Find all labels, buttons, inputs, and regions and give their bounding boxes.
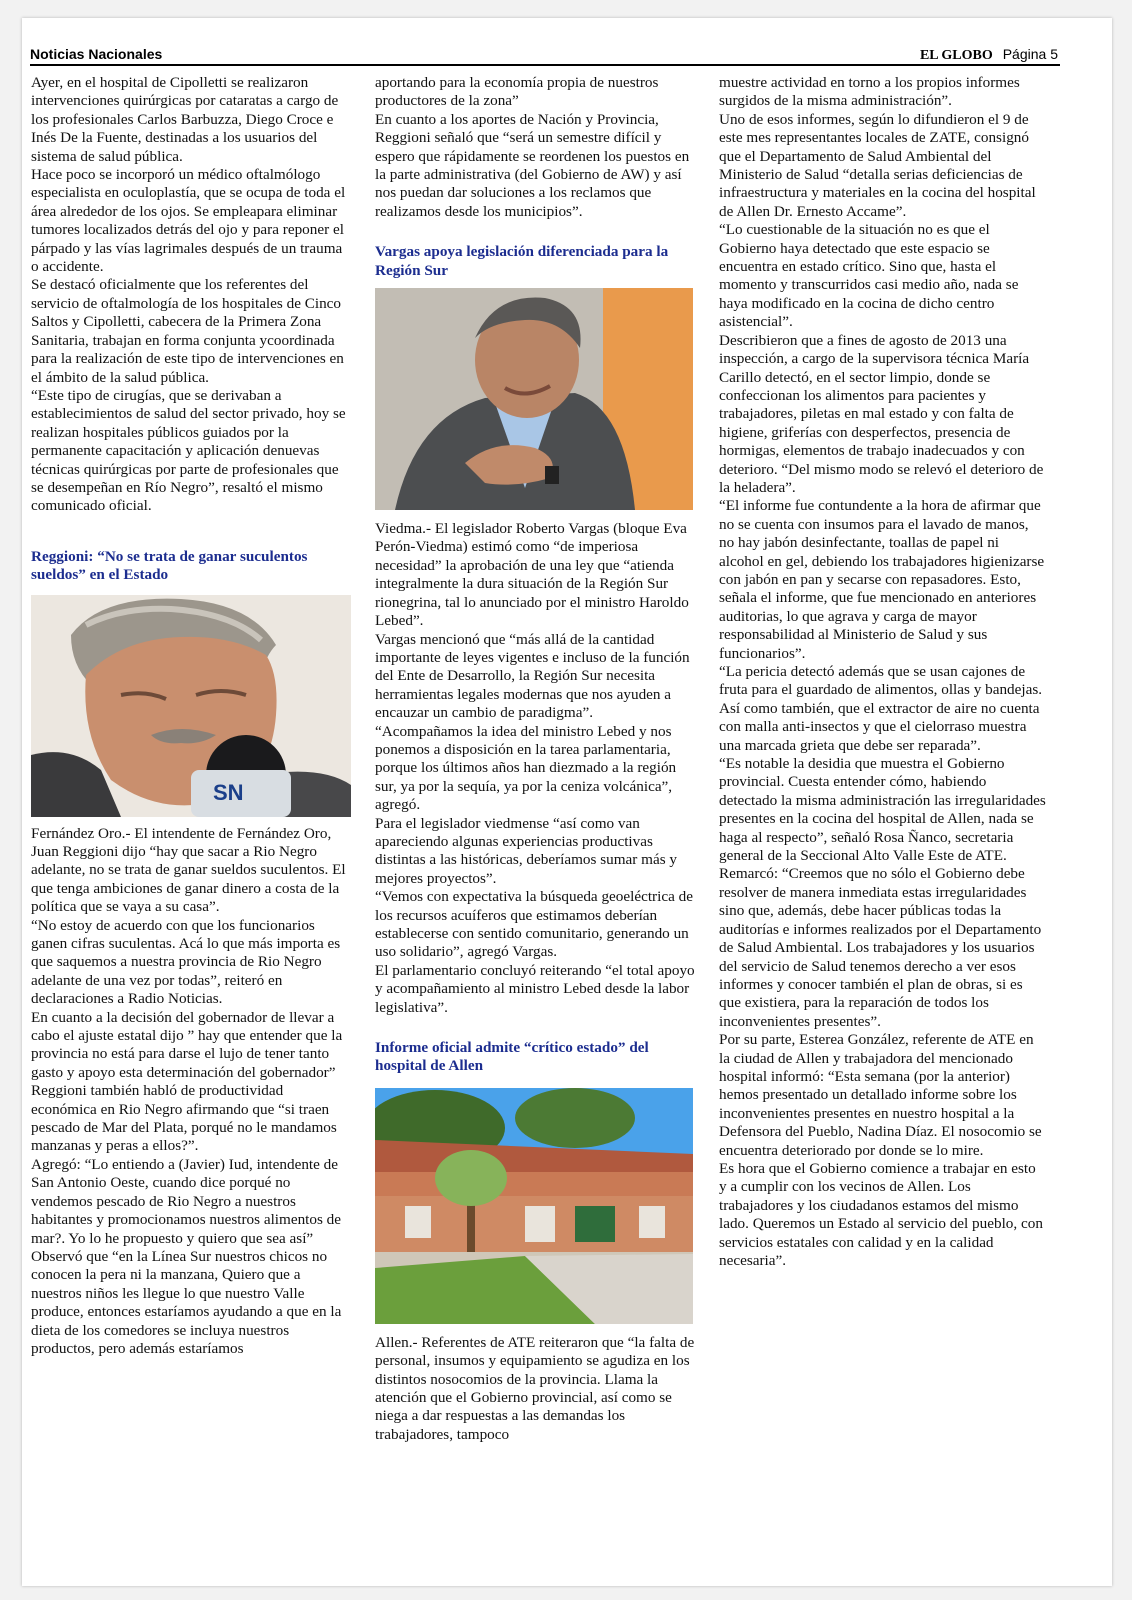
headline-reggioni: Reggioni: “No se trata de ganar suculentos sueldos” en el Estado (31, 547, 308, 584)
microphone-label: SN (213, 779, 244, 805)
paragraph: En cuanto a los aportes de Nación y Provincia, Reggioni señaló que “será un semestre difícil y espero que rápidamente se reordenen los puestos en la parte administrativa (del Gobierno de AW) y así nos puedan dar soluciones a los reclamos que realizamos desde los municipios”. (375, 110, 690, 220)
page-header (30, 46, 1060, 64)
photo-hospital-allen (375, 1088, 693, 1324)
photo-vargas (375, 288, 693, 510)
paragraph: Observó que “en la Línea Sur nuestros chicos no conocen la pera ni la manzana, Quiero que a nuestros niños les llegue lo que nuestro Valle produce, entonces estaríamos ayudando a que en la dieta de los comedores se incluya nuestros productos, pero además estaríamos (31, 1247, 342, 1357)
column-1 (31, 74, 351, 1358)
newspaper-name: EL GLOBO (919, 48, 993, 63)
column-2 (375, 74, 697, 1444)
paragraph: aportando para la economía propia de nuestros productores de la zona” (375, 74, 659, 110)
column-3 (719, 74, 1047, 1270)
paragraph: “Este tipo de cirugías, que se derivaban a establecimientos de salud del sector privado, hoy se realizan hospitales públicos guiados por la permanente capacitación y aplicación denuevas técnicas quirúrgicas por parte de profesionales que se desempeñan en Río Negro”, resaltó el mismo comunicado oficial. (31, 386, 346, 515)
paragraph: Se destacó oficialmente que los referentes del servicio de oftalmología de los hospitales de Cinco Saltos y Cipolletti, cabecera de la Primera Zona Sanitaria, trabajan en forma conjunta ycoordinada para la realización de este tipo de intervenciones en el ámbito de la salud pública. (31, 276, 344, 386)
paragraph: “Acompañamos la idea del ministro Lebed y nos ponemos a disposición en la tarea parlamentaria, porque los últimos años han diezmado a la región sur, ya por la sequía, ya por la ceniza volcánica”, agregó. (375, 722, 677, 814)
paragraph: En cuanto a la decisión del gobernador de llevar a cabo el ajuste estatal dijo ” hay que entender que la provincia no está para darse el lujo de tener tanto gasto y apoyo esta determinación del gobernador” (31, 1008, 343, 1081)
photo-reggioni (31, 595, 351, 817)
masthead (920, 46, 1058, 64)
paragraph: “La pericia detectó además que se usan cajones de fruta para el guardado de alimentos, ollas y bandejas. Así como también, que el extractor de aire no cuenta con malla anti-insectos y que el cielorraso muestra una marcada grieta que debe ser reparada”. (719, 663, 1043, 754)
paragraph: Uno de esos informes, según lo difundieron el 9 de este mes representantes locales de ZATE, consignó que el Departamento de Salud Ambiental del Ministerio de Salud “detalla serias deficiencias de infraestructura y materiales en la cocina del hospital de Allen Dr. Ernesto Accame”. (719, 110, 1036, 220)
paragraph: Por su parte, Esterea González, referente de ATE en la ciudad de Allen y trabajadora del mencionado hospital informó: “Esta semana (por la anterior) hemos presentado un detallado informe sobre los inconvenientes presentes en nuestro hospital a la Defensora del Pueblo, Nadina Díaz. El nosocomio se encuentra deteriorado por donde se lo mire. (719, 1031, 1042, 1159)
paragraph: Allen.- Referentes de ATE reiteraron que “la falta de personal, insumos y equipamiento se agudiza en los distintos nosocomios de la provincia. Llama la atención que el Gobierno provincial, así como se niega a dar respuestas a las demandas los trabajadores, tampoco (375, 1333, 695, 1443)
headline-allen: Informe oficial admite “crítico estado” del hospital de Allen (375, 1039, 649, 1075)
paragraph: El parlamentario concluyó reiterando “el total apoyo y acompañamiento al ministro Lebed desde la labor legislativa”. (375, 961, 695, 1016)
paragraph: Viedma.- El legislador Roberto Vargas (bloque Eva Perón-Viedma) estimó como “de imperiosa necesidad” la aprobación de una ley que “atienda integralmente la dura situación de la Región Sur rionegrina, tal lo anunciado por el ministro Haroldo Lebed”. (375, 520, 689, 630)
paragraph: “Vemos con expectativa la búsqueda geoeléctrica de los recursos acuíferos que estimamos deberían establecerse con sentido comunitario, generando un uso solidario”, agregó Vargas. (375, 888, 693, 961)
section-name: Noticias Nacionales (30, 46, 163, 62)
paragraph: muestre actividad en torno a los propios informes surgidos de la misma administración”. (719, 74, 1020, 110)
paragraph: Es hora que el Gobierno comience a trabajar en esto y a cumplir con los vecinos de Allen. Los trabajadores y los ciudadanos estamos del mismo lado. Queremos un Estado al servicio del pueblo, con servicios estatales con calidad y en la calidad necesaria”. (719, 1159, 1043, 1269)
header-rule (30, 64, 1060, 66)
paragraph: Remarcó: “Creemos que no sólo el Gobierno debe resolver de manera inmediata estas irregularidades sino que, además, debe hacer públicas todas la auditorías e informes realizados por el Departamento de Salud Ambiental. Los trabajadores y los usuarios del servicio de Salud tenemos derecho a ver esos informes y conocer también el plan de obras, si es que existiera, para la reparación de todos los inconvenientes presentes”. (719, 865, 1042, 1030)
paragraph: “No estoy de acuerdo con que los funcionarios ganen cifras suculentas. Acá lo que más importa es que saquemos a nuestra provincia de Rio Negro adelante de una vez por todas”, reiteró en declaraciones a Radio Noticias. (31, 916, 341, 1008)
paragraph: Reggioni también habló de productividad económica en Rio Negro afirmando que “si traen pescado de Mar del Plata, porqué no le mandamos manzanas y peras a ellos?”. (31, 1082, 337, 1155)
paragraph: “Es notable la desidia que muestra el Gobierno provincial. Cuesta entender cómo, habiendo detectado la misma administración las irregularidades presentes en la cocina del hospital de Allen, nada se haga al respecto”, señaló Rosa Ñanco, secretaria general de la Seccional Alto Valle Este de ATE. (719, 755, 1046, 865)
paragraph: Para el legislador viedmense “así como van apareciendo algunas experiencias productivas distintas a las históricas, deberíamos sumar más y mejores proyectos”. (375, 814, 677, 887)
paragraph: Ayer, en el hospital de Cipolletti se realizaron intervenciones quirúrgicas por cataratas a cargo de los profesionales Carlos Barbuzza, Diego Croce e Inés De la Fuente, destinadas a los usuarios del sistema de salud pública. (31, 74, 339, 165)
paragraph: “Lo cuestionable de la situación no es que el Gobierno haya detectado que este espacio se encuentra en estado crítico. Sino que, hasta el momento y transcurridos casi medio año, nada se haya modificado en la cocina de dicho centro asistencial”. (719, 221, 1019, 331)
headline-vargas: Vargas apoya legislación diferenciada para la Región Sur (375, 243, 669, 279)
paragraph: Vargas mencionó que “más allá de la cantidad importante de leyes vigentes e incluso de la función del Ente de Desarrollo, la Región Sur necesita herramientas legales modernas que nos ayuden a encauzar un cambio de paradigma”. (375, 630, 690, 722)
paragraph: Describieron que a fines de agosto de 2013 una inspección, a cargo de la supervisora técnica María Carillo detectó, en el sector limpio, donde se confeccionan los alimentos para pacientes y trabajadores, piletas en mal estado y con falta de higiene, griferías con desperfectos, presencia de hormigas, elementos de trabajo inadecuados y con deterioro. “Del mismo modo se relevó el deterioro de la heladera”. (719, 331, 1044, 496)
page-number: Página 5 (1002, 46, 1058, 62)
paragraph: Agregó: “Lo entiendo a (Javier) Iud, intendente de San Antonio Oeste, cuando dice porqué no vendemos pescado de Rio Negro a nuestros habitantes y promocionamos nuestros alimentos de mar?. Yo lo he propuesto y quiero que sea así” (31, 1155, 342, 1247)
paragraph: Fernández Oro.- El intendente de Fernández Oro, Juan Reggioni dijo “hay que sacar a Rio Negro adelante, no se trata de ganar sueldos suculentos. El que tenga ambiciones de ganar dinero a costa de la política que se vaya a su casa”. (31, 824, 346, 916)
paragraph: Hace poco se incorporó un médico oftalmólogo especialista en oculoplastía, que se ocupa de toda el área alrededor de los ojos. Se empleapara eliminar tumores localizados detrás del ojo y para reponer el párpado y las vías lagrimales después de un trauma o accidente. (31, 166, 346, 276)
paragraph: “El informe fue contundente a la hora de afirmar que no se cuenta con insumos para el lavado de manos, no hay jabón desinfectante, toallas de papel ni alcohol en gel, debiendo los trabajadores higienizarse con jabón en pan y secarse con repasadores. Esto, señala el informe, que fue mencionado en anteriores auditorias, lo que agrava y carga de mayor responsabilidad al Ministerio de Salud y sus funcionarios”. (719, 497, 1045, 662)
